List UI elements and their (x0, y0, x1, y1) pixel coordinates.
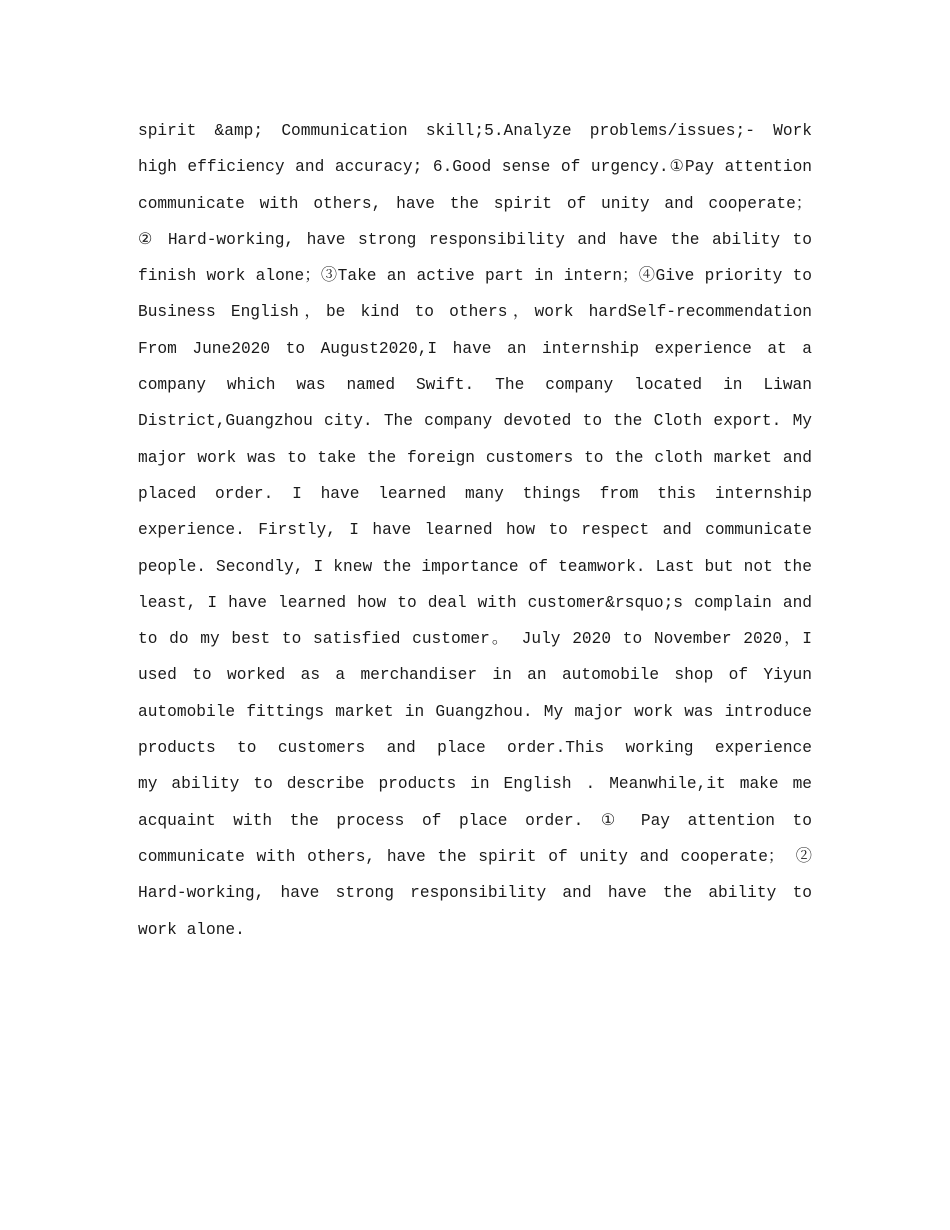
text-line-14: least, I have learned how to deal with customer&rsquo;s complain and (138, 593, 812, 612)
text-line-11: placed order. I have learned many things from this internship (138, 484, 812, 503)
text-line-22: Hard-working, have strong responsibility and have the ability to (138, 884, 812, 903)
text-line-7: From June2020 to August2020,I have an internship experience at a (138, 339, 812, 358)
text-line-4: ② Hard-working, have strong responsibility and have the ability to (138, 230, 812, 249)
text-line-10: major work was to take the foreign customers to the cloth market and (138, 448, 812, 467)
text-line-1: spirit &amp; Communication skill;5.Analyze problems/issues;- Work (138, 122, 812, 140)
text-line-6: Business English，be kind to others，work hardSelf-recommendation (138, 303, 812, 322)
text-line-18: products to customers and place order.This working experience (138, 739, 812, 758)
text-line-12: experience. Firstly, I have learned how to respect and communicate (138, 521, 812, 540)
text-line-9: District,Guangzhou city. The company devoted to the Cloth export. My (138, 412, 812, 431)
text-line-17: automobile fittings market in Guangzhou. My major work was introduce (138, 702, 812, 721)
text-line-2: high efficiency and accuracy; 6.Good sense of urgency.①Pay attention (138, 158, 812, 177)
text-line-23: work alone. (138, 920, 245, 939)
body-text (138, 113, 812, 948)
text-line-19: my ability to describe products in English . Meanwhile,it make me (138, 775, 812, 794)
text-line-21: communicate with others, have the spirit of unity and cooperate； ② (138, 847, 812, 866)
text-line-3: communicate with others, have the spirit of unity and cooperate； (138, 194, 812, 213)
text-line-15: to do my best to satisfied customer。 July 2020 to November 2020，I (138, 630, 812, 649)
text-line-16: used to worked as a merchandiser in an automobile shop of Yiyun (138, 666, 812, 685)
text-line-8: company which was named Swift. The company located in Liwan (138, 376, 812, 395)
text-line-5: finish work alone；③Take an active part in intern；④Give priority to (138, 267, 812, 286)
text-line-13: people. Secondly, I knew the importance of teamwork. Last but not the (138, 557, 812, 576)
text-line-20: acquaint with the process of place order. ① Pay attention to (138, 811, 812, 830)
